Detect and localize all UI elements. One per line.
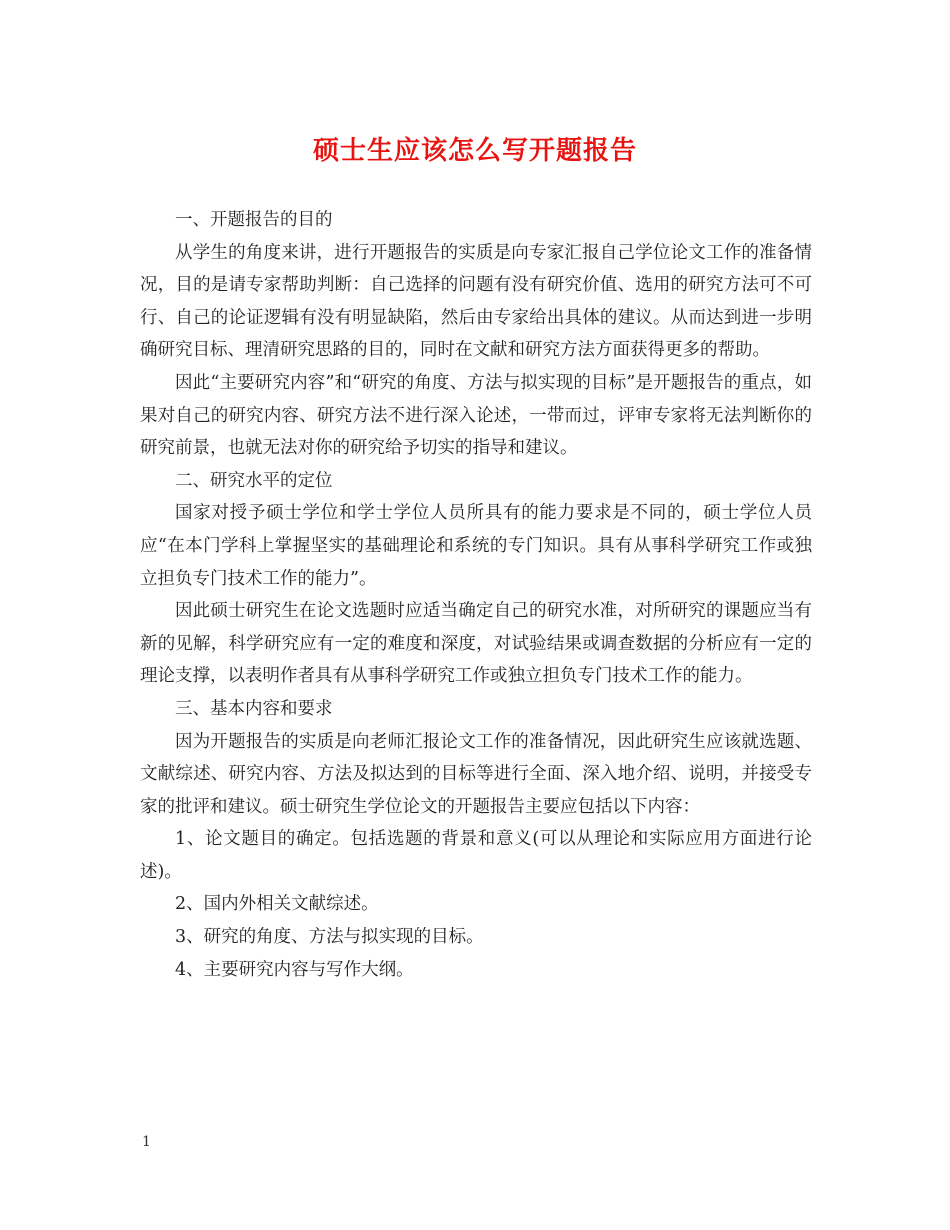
page-number: 1 xyxy=(142,1134,151,1150)
list-item: 1、论文题目的确定。包括选题的背景和意义(可以从理论和实际应用方面进行论述)。 xyxy=(140,829,812,882)
paragraph: 因此硕士研究生在论文选题时应适当确定自己的研究水准，对所研究的课题应当有新的见解，科学研究应有一定的难度和深度，对试验结果或调查数据的分析应有一定的理论支撑，以表明作者具有从事科学研究工作或独立担负专门技术工作的能力。 xyxy=(140,601,812,687)
list-item: 4、主要研究内容与写作大纲。 xyxy=(175,959,414,980)
heading-section-1: 一、开题报告的目的 xyxy=(175,210,333,230)
list-item: 2、国内外相关文献综述。 xyxy=(175,894,379,915)
heading-section-3: 三、基本内容和要求 xyxy=(175,698,333,719)
document-title: 硕士生应该怎么写开题报告 xyxy=(312,136,637,166)
heading-section-2: 二、研究水平的定位 xyxy=(175,470,333,491)
paragraph: 因为开题报告的实质是向老师汇报论文工作的准备情况，因此研究生应该就选题、文献综述、研究内容、方法及拟达到的目标等进行全面、深入地介绍、说明，并接受专家的批评和建议。硕士研究生学位论文的开题报告主要应包括以下内容： xyxy=(140,731,812,817)
paragraph: 因此“主要研究内容”和“研究的角度、方法与拟实现的目标”是开题报告的重点，如果对自己的研究内容、研究方法不进行深入论述，一带而过，评审专家将无法判断你的研究前景，也就无法对你的研究给予切实的指导和建议。 xyxy=(140,372,812,459)
document-body xyxy=(140,204,812,986)
list-item: 3、研究的角度、方法与拟实现的目标。 xyxy=(175,927,484,948)
paragraph: 国家对授予硕士学位和学士学位人员所具有的能力要求是不同的，硕士学位人员应“在本门学科上掌握坚实的基础理论和系统的专门知识。具有从事科学研究工作或独立担负专门技术工作的能力”。 xyxy=(140,503,812,589)
paragraph: 从学生的角度来讲，进行开题报告的实质是向专家汇报自己学位论文工作的准备情况，目的是请专家帮助判断：自己选择的问题有没有研究价值、选用的研究方法可不可行、自己的论证逻辑有没有明显缺陷，然后由专家给出具体的建议。从而达到进一步明确研究目标、理清研究思路的目的，同时在文献和研究方法方面获得更多的帮助。 xyxy=(140,242,812,361)
